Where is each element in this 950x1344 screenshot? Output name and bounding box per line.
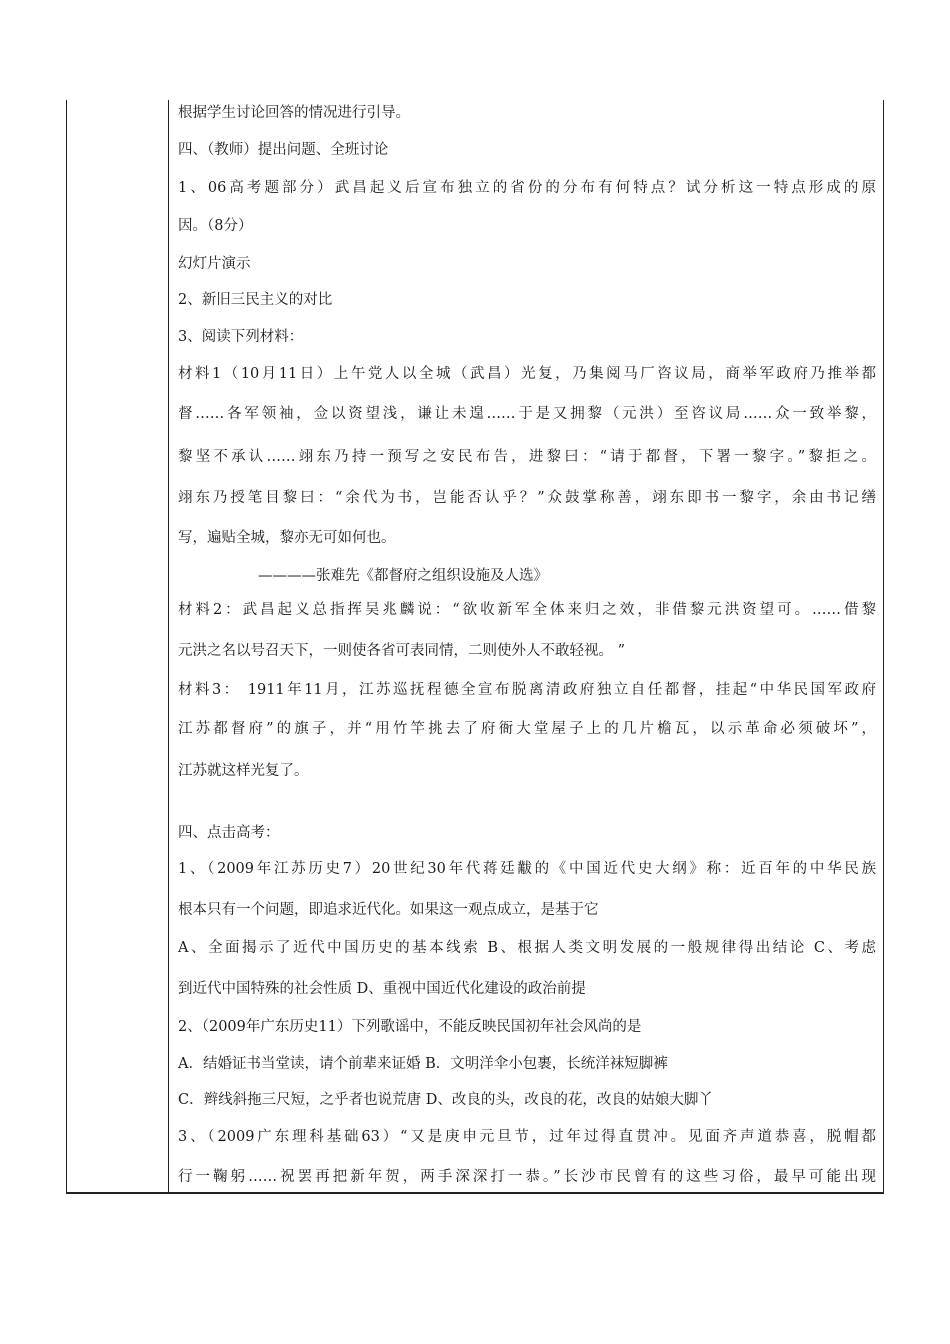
text-line: C．辫线斜拖三尺短，之乎者也说荒唐 D、改良的头，改良的花，改良的姑娘大脚丫 (178, 1092, 713, 1108)
table-column-divider (168, 100, 169, 1194)
text-line: 1、06高考题部分）武昌起义后宣布独立的省份的分布有何特点？试分析这一特点形成的原 (178, 180, 876, 196)
text-line: 材料3： 1911年11月，江苏巡抚程德全宣布脱离清政府独立自任都督，挂起“中华民国军政府 (178, 682, 876, 698)
text-line: 材料2：武昌起义总指挥吴兆麟说：“欲收新军全体来归之效，非借黎元洪资望可。……借黎 (178, 602, 876, 618)
text-line: 翊东乃授笔目黎曰：“余代为书，岂能否认乎？”众鼓掌称善，翊东即书一黎字，余由书记缮 (178, 490, 876, 506)
text-line: 3、阅读下列材料： (178, 329, 304, 345)
text-line: 根本只有一个问题，即追求近代化。如果这一观点成立，是基于它 (178, 902, 599, 918)
text-line: 行一鞠躬……祝罢再把新年贺，两手深深打一恭。”长沙市民曾有的这些习俗，最早可能出现 (178, 1169, 876, 1185)
text-line: 江苏都督府”的旗子，并“用竹竿挑去了府衙大堂屋子上的几片檐瓦，以示革命必须破坏”， (178, 721, 876, 737)
text-line: 到近代中国特殊的社会性质 D、重视中国近代化建设的政治前提 (178, 981, 586, 997)
text-line: 因。（8分） (178, 218, 253, 234)
text-line: 督……各军领袖，佥以资望浅，谦让未遑……于是又拥黎（元洪）至咨议局……众一致举黎， (178, 406, 876, 422)
text-line: 写，遍贴全城，黎亦无可如何也。 (178, 530, 396, 546)
text-line: 2、新旧三民主义的对比 (178, 292, 333, 308)
text-line: 元洪之名以号召天下，一则使各省可表同情，二则使外人不敢轻视。 ” (178, 643, 626, 659)
text-line: A、全面揭示了近代中国历史的基本线索 B、根据人类文明发展的一般规律得出结论 C、考虑 (178, 940, 876, 956)
text-line: 江苏就这样光复了。 (178, 763, 309, 779)
text-line: 2、（2009年广东历史11）下列歌谣中，不能反映民国初年社会风尚的是 (178, 1019, 642, 1035)
text-line: 根据学生讨论回答的情况进行引导。 (178, 105, 410, 121)
source-citation: ————张难先《都督府之组织设施及人选》 (258, 568, 548, 584)
section-heading: 四、（教师）提出问题、全班讨论 (178, 142, 389, 158)
text-line: 1、（2009年江苏历史7）20世纪30年代蒋廷黻的《中国近代史大纲》称：近百年的中华民族 (178, 861, 876, 877)
text-line: 幻灯片演示 (178, 256, 251, 272)
text-line: 3、（2009广东理科基础63）“又是庚申元旦节，过年过得直贯冲。见面齐声道恭喜，脱帽都 (178, 1129, 876, 1145)
text-line: 黎坚不承认……翊东乃持一预写之安民布告，进黎曰：“请于都督，下署一黎字。”黎拒之。 (178, 449, 876, 465)
text-line: A．结婚证书当堂读，请个前辈来证婚 B．文明洋伞小包裹，长统洋袜短脚裤 (178, 1056, 668, 1072)
text-line: 材料1（10月11日）上午党人以全城（武昌）光复，乃集阅马厂咨议局，商举军政府乃推举都 (178, 366, 876, 382)
section-heading: 四、点击高考： (178, 825, 280, 841)
